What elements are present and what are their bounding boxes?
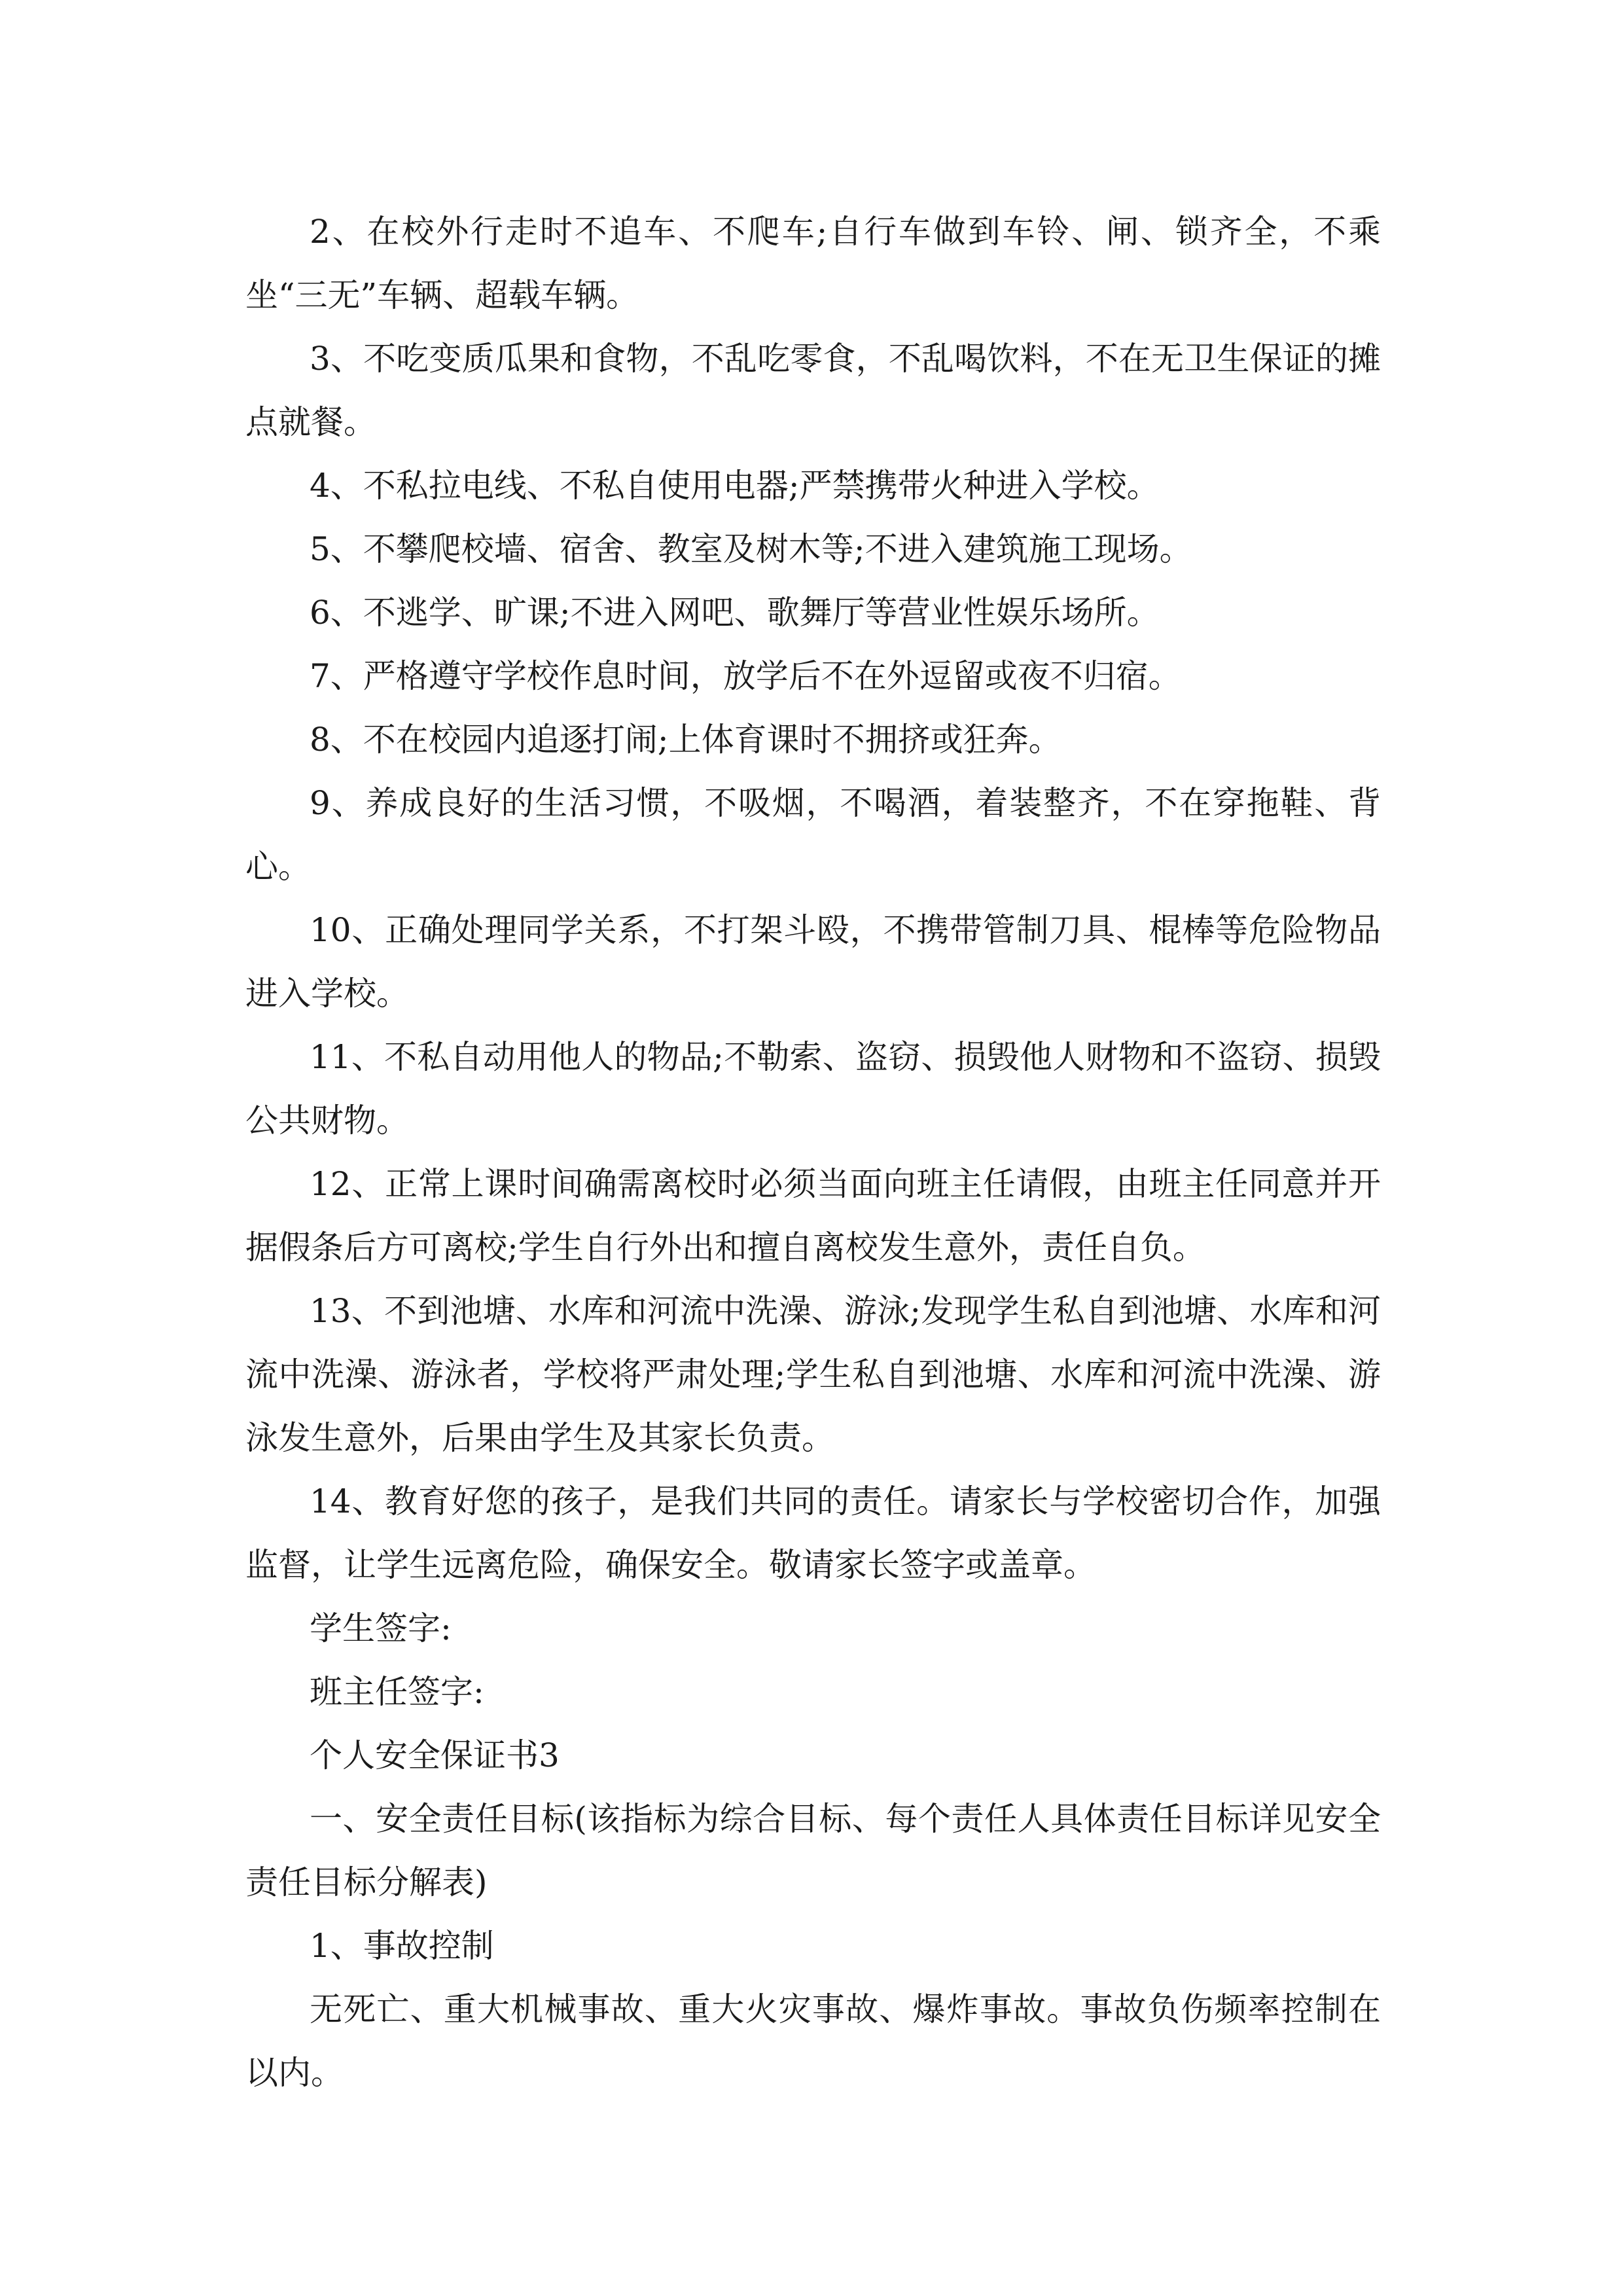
paragraph-accident-detail: 无死亡、重大机械事故、重大火灾事故、爆炸事故。事故负伤频率控制在以内。 [245,1990,1381,2092]
paragraph-rule-14: 14、教育好您的孩子，是我们共同的责任。请家长与学校密切合作，加强监督，让学生远离危险，确保安全。敬请家长签字或盖章。 [245,1482,1381,1584]
paragraph-rule-13: 13、不到池塘、水库和河流中洗澡、游泳;发现学生私自到池塘、水库和河流中洗澡、游泳者，学校将严肃处理;学生私自到池塘、水库和河流中洗澡、游泳发生意外，后果由学生及其家长负责。 [245,1292,1381,1457]
paragraph-safety-goal: 一、安全责任目标(该指标为综合目标、每个责任人具体责任目标详见安全责任目标分解表) [245,1800,1381,1901]
teacher-signature-line: 班主任签字: [310,1673,484,1711]
paragraph-rule-6: 6、不逃学、旷课;不进入网吧、歌舞厅等营业性娱乐场所。 [310,594,1160,632]
paragraph-rule-4: 4、不私拉电线、不私自使用电器;严禁携带火种进入学校。 [310,467,1160,505]
paragraph-rule-3: 3、不吃变质瓜果和食物，不乱吃零食，不乱喝饮料，不在无卫生保证的摊点就餐。 [245,340,1381,441]
paragraph-accident-control: 1、事故控制 [310,1927,494,1965]
paragraph-rule-2: 2、在校外行走时不追车、不爬车;自行车做到车铃、闸、锁齐全，不乘坐“三无”车辆、超载车辆。 [245,213,1381,314]
section-title: 个人安全保证书3 [310,1736,560,1774]
paragraph-rule-5: 5、不攀爬校墙、宿舍、教室及树木等;不进入建筑施工现场。 [310,530,1192,568]
paragraph-rule-8: 8、不在校园内追逐打闹;上体育课时不拥挤或狂奔。 [310,721,1061,759]
paragraph-rule-11: 11、不私自动用他人的物品;不勒索、盗窃、损毁他人财物和不盗窃、损毁公共财物。 [245,1038,1381,1139]
document-body [245,200,1381,2105]
paragraph-rule-7: 7、严格遵守学校作息时间，放学后不在外逗留或夜不归宿。 [310,657,1181,695]
student-signature-line: 学生签字: [310,1609,452,1647]
paragraph-rule-12: 12、正常上课时间确需离校时必须当面向班主任请假，由班主任同意并开据假条后方可离校;学生自行外出和擅自离校发生意外，责任自负。 [245,1165,1381,1266]
paragraph-rule-9: 9、养成良好的生活习惯，不吸烟，不喝酒，着装整齐，不在穿拖鞋、背心。 [245,784,1381,886]
paragraph-rule-10: 10、正确处理同学关系，不打架斗殴，不携带管制刀具、棍棒等危险物品进入学校。 [245,911,1381,1013]
